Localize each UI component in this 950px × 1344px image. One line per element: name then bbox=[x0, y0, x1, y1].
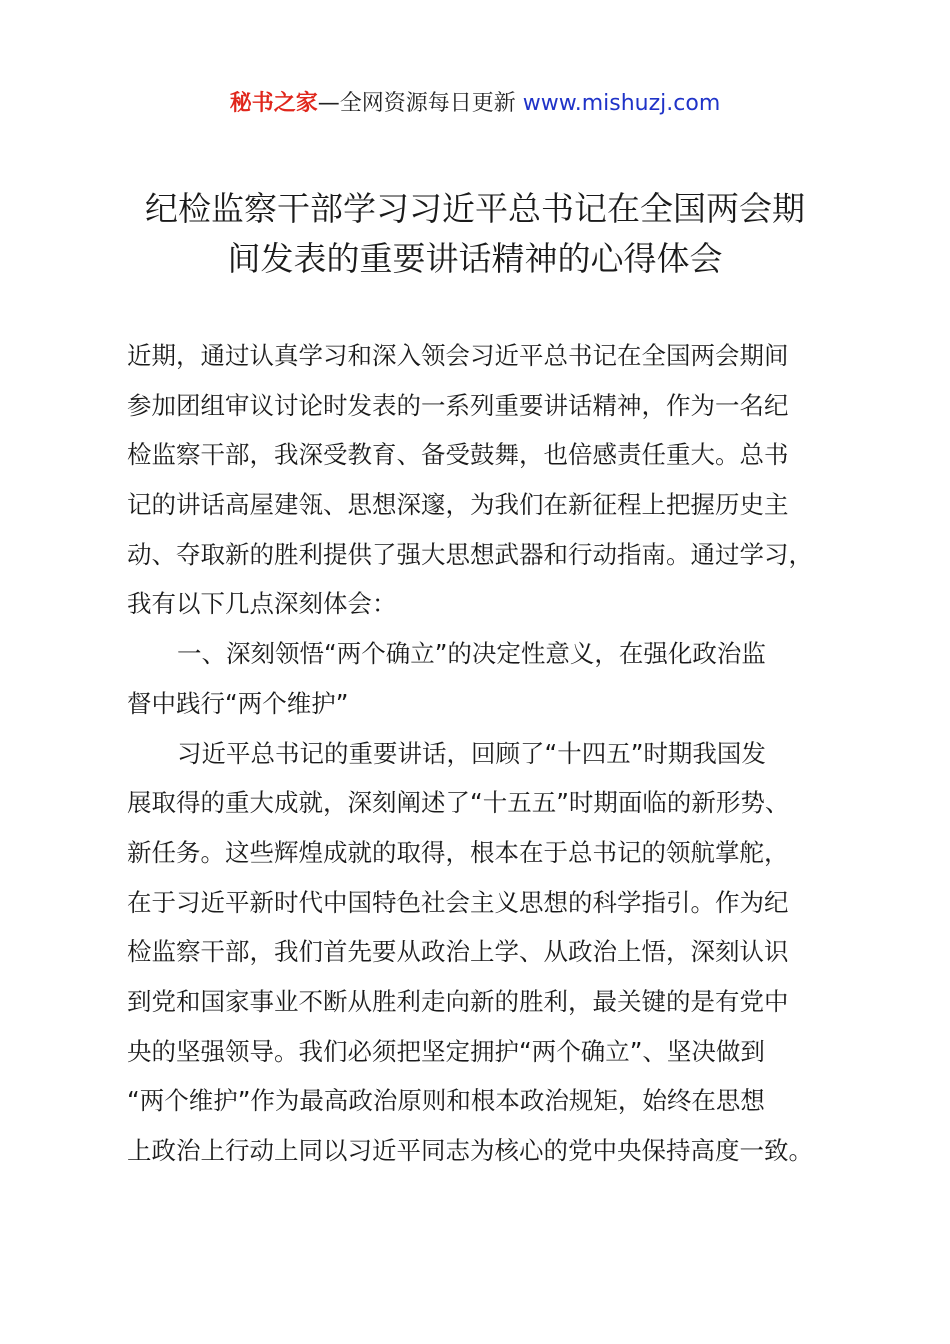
title-line-1: 纪检监察干部学习习近平总书记在全国两会期 bbox=[145, 189, 805, 228]
document-title bbox=[110, 184, 840, 284]
body-line: 在于习近平新时代中国特色社会主义思想的科学指引。作为纪 bbox=[127, 887, 789, 917]
site-url-link[interactable]: www.mishuzj.com bbox=[522, 91, 721, 116]
document-body bbox=[127, 331, 847, 1176]
brand-name: 秘书之家 bbox=[229, 91, 318, 116]
site-header bbox=[0, 86, 950, 122]
section-heading-line-1: 一、深刻领悟“两个确立”的决定性意义，在强化政治监 bbox=[177, 639, 766, 669]
section-heading-line-2: 督中践行“两个维护” bbox=[127, 688, 349, 718]
body-line: 检监察干部，我深受教育、备受鼓舞，也倍感责任重大。总书 bbox=[127, 440, 789, 470]
header-tagline: —全网资源每日更新 bbox=[317, 91, 523, 116]
body-line: 我有以下几点深刻体会： bbox=[127, 589, 397, 619]
body-line: 新任务。这些辉煌成就的取得，根本在于总书记的领航掌舵， bbox=[127, 837, 789, 867]
body-line: 到党和国家事业不断从胜利走向新的胜利，最关键的是有党中 bbox=[127, 986, 789, 1016]
body-line: 上政治上行动上同以习近平同志为核心的党中央保持高度一致。 bbox=[127, 1136, 813, 1165]
body-line: 检监察干部，我们首先要从政治上学、从政治上悟，深刻认识 bbox=[127, 937, 789, 967]
body-line: 央的坚强领导。我们必须把坚定拥护“两个确立”、坚决做到 bbox=[127, 1036, 765, 1066]
body-line: 近期，通过认真学习和深入领会习近平总书记在全国两会期间 bbox=[127, 341, 789, 370]
body-line: “两个维护”作为最高政治原则和根本政治规矩，始终在思想 bbox=[127, 1086, 765, 1116]
title-line-2: 间发表的重要讲话精神的心得体会 bbox=[227, 239, 723, 278]
body-line: 参加团组审议讨论时发表的一系列重要讲话精神，作为一名纪 bbox=[127, 390, 789, 420]
body-line: 记的讲话高屋建瓴、思想深邃，为我们在新征程上把握历史主 bbox=[127, 490, 789, 520]
body-line: 习近平总书记的重要讲话，回顾了“十四五”时期我国发 bbox=[177, 738, 766, 768]
body-line: 动、夺取新的胜利提供了强大思想武器和行动指南。通过学习， bbox=[127, 539, 813, 569]
body-line: 展取得的重大成就，深刻阐述了“十五五”时期面临的新形势、 bbox=[127, 788, 790, 818]
